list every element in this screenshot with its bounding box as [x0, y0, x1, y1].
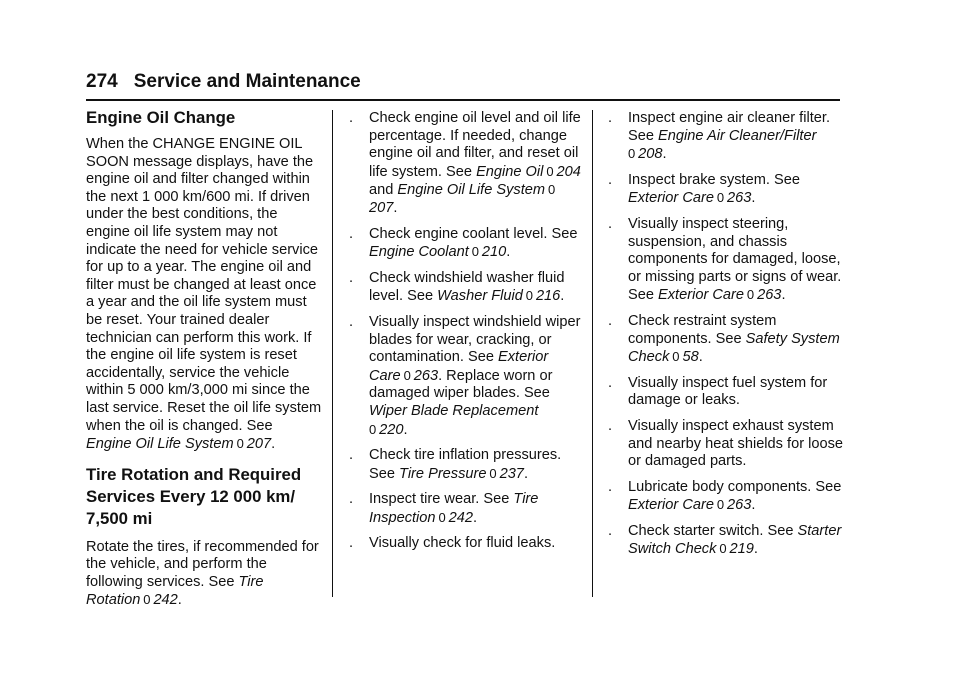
xref-link[interactable]: Tire Pressure	[399, 465, 487, 482]
column-2	[347, 110, 582, 561]
bullet: .	[608, 312, 613, 329]
page-ref[interactable]: 216	[535, 288, 561, 305]
bullet: .	[349, 447, 354, 464]
item-text: Check restraint system components. See	[628, 312, 777, 347]
list-item	[347, 535, 582, 553]
paragraph-text: When the CHANGE ENGINE OIL SOON message displays, have the engine oil and filter changed within the next 1 000 km/600 mi. If driven under the best conditions, the engine oil life system may not indicate the need for vehicle service for up to a year. The engine oil and filter must be changed at least once a year and the oil life system must be reset. Your trained dealer technician can perform this work. If the engine oil life system is reset accidentally, service the vehicle within 5 000 km/3,000 mi since the last service. Reset the oil life system when the oil is changed. See	[86, 136, 322, 434]
xref-link[interactable]: Engine Oil	[476, 163, 544, 180]
page-arrow-icon: 0	[672, 349, 680, 365]
xref-link[interactable]: Wiper Blade Replacement	[369, 402, 539, 419]
xref-link[interactable]: Exterior Care	[658, 287, 744, 304]
bullet: .	[349, 269, 354, 286]
page-ref[interactable]: 207	[369, 199, 394, 216]
page-arrow-icon: 0	[719, 541, 727, 557]
paragraph-oil-change: When the CHANGE ENGINE OIL SOON message displays, have the engine oil and filter changed within the next 1 000 km/600 mi. If driven under the best conditions, the engine oil life system may not indicate the need for vehicle service for up to a year. The engine oil and filter must be changed at least once a year and the oil life system must be reset. Your trained dealer technician can perform this work. If the engine oil life system is reset accidentally, service the vehicle within 5 000 km/3,000 mi since the last service. Reset the oil life system when the oil is changed. See Engine Oil Life System 0 207.	[86, 136, 322, 453]
page-arrow-icon: 0	[628, 146, 636, 162]
page-arrow-icon: 0	[143, 592, 151, 608]
item-text: Inspect tire wear. See	[369, 491, 514, 508]
section-title: Service and Maintenance	[133, 71, 361, 92]
xref-link[interactable]: Starter Switch Check	[628, 522, 842, 558]
xref-link[interactable]: Exterior Care	[628, 497, 714, 514]
bullet: .	[349, 535, 354, 552]
xref-link[interactable]: Safety System Check	[628, 330, 840, 366]
list-item: . Check engine coolant level. See Engine Coolant 0 210.	[349, 225, 578, 261]
page-ref[interactable]: 210	[481, 244, 507, 261]
heading-tire-rotation: Tire Rotation and Required Services Every 12 000 km/ 7,500 mi	[86, 464, 302, 528]
page-number: 274	[86, 71, 118, 92]
bullet: .	[608, 374, 613, 391]
list-item: . Inspect engine air cleaner filter. See Engine Air Cleaner/Filter 0 208.	[608, 110, 830, 163]
xref-link[interactable]: Engine Oil Life System	[397, 182, 546, 199]
xref-link[interactable]: Washer Fluid	[437, 288, 523, 305]
list-item: . Check starter switch. See Starter Switch Check 0 219.	[608, 522, 842, 558]
bullet: .	[608, 215, 613, 232]
page-arrow-icon: 0	[438, 509, 446, 525]
bullet: .	[608, 522, 613, 539]
xref-link[interactable]: Engine Coolant	[369, 244, 469, 261]
item-text: Visually inspect exhaust system and nearby heat shields for loose or damaged parts.	[628, 417, 843, 470]
list-item: . Check windshield washer fluid level. See Washer Fluid 0 216.	[349, 269, 565, 305]
item-text: Check engine oil level and oil life percentage. If needed, change engine oil and filter, and reset oil life system. See	[369, 110, 581, 180]
page-arrow-icon: 0	[547, 182, 556, 198]
page-arrow-icon: 0	[236, 436, 244, 452]
column-divider-2	[592, 110, 593, 597]
page-ref[interactable]: 242	[448, 509, 473, 526]
page-arrow-icon: 0	[746, 287, 755, 303]
column-divider-1	[332, 110, 333, 597]
bullet: .	[349, 491, 354, 508]
page-ref[interactable]: 263	[727, 497, 752, 514]
list-item: . Visually inspect steering, suspension, and chassis components for damaged, loose, or missing parts or signs of wear. See Exterior Care 0 263.	[608, 215, 842, 304]
page-ref[interactable]: 204	[556, 163, 581, 180]
item-text: Check starter switch. See	[628, 522, 798, 539]
item-text: Check tire inflation pressures. See	[369, 447, 562, 482]
page-ref[interactable]: 208	[638, 146, 663, 163]
xref-link[interactable]: Exterior Care	[369, 349, 549, 384]
heading-engine-oil-change: Engine Oil Change	[86, 108, 236, 127]
xref-link[interactable]: Tire Rotation	[86, 573, 264, 609]
item-text: Visually inspect fuel system for damage or leaks.	[628, 374, 828, 409]
page-arrow-icon: 0	[471, 244, 479, 260]
list-item: . Visually inspect windshield wiper blades for wear, cracking, or contamination. See Exterior Care 0 263. Replace worn or damaged wiper blades. See Wiper Blade Replacement 0 220.	[349, 313, 581, 438]
item-text: Check engine coolant level. See	[369, 225, 578, 242]
list-item	[606, 418, 846, 471]
item-text: Lubricate body components. See	[628, 478, 842, 495]
page-arrow-icon: 0	[546, 163, 554, 179]
xref-link[interactable]: Tire Inspection	[369, 491, 539, 526]
page-ref[interactable]: 242	[153, 592, 178, 609]
paragraph-text: Rotate the tires, if recommended for the vehicle, and perform the following services. See	[86, 538, 319, 590]
item-text: Inspect brake system. See	[628, 171, 800, 188]
bullet: .	[608, 110, 613, 126]
page-ref[interactable]: 220	[379, 421, 404, 438]
list-item: . Check engine oil level and oil life percentage. If needed, change engine oil and filter, and reset oil life system. See Engine Oil 0 204 and Engine Oil Life System 0 207.	[349, 110, 581, 216]
list-item: . Check tire inflation pressures. See Tire Pressure 0 237.	[349, 447, 562, 482]
item-text: Visually check for fluid leaks.	[369, 535, 556, 552]
page-header	[86, 70, 361, 94]
item-text: Check windshield washer fluid level. See	[369, 269, 565, 305]
list-item: . Inspect tire wear. See Tire Inspection 0 242.	[349, 491, 539, 526]
bullet: .	[608, 417, 613, 434]
column-1	[86, 108, 322, 610]
bullet: .	[608, 171, 613, 188]
bullet: .	[349, 110, 354, 126]
item-text: Visually inspect steering, suspension, and chassis components for damaged, loose, or missing parts or signs of wear. See	[628, 215, 842, 304]
item-text: Visually inspect windshield wiper blades for wear, cracking, or contamination. See	[369, 313, 581, 366]
list-item: . Inspect brake system. See Exterior Care 0 263.	[608, 171, 800, 207]
xref-link[interactable]: Engine Air Cleaner/Filter	[658, 127, 817, 144]
paragraph-tire-rotation: Rotate the tires, if recommended for the vehicle, and perform the following services. See Tire Rotation 0 242.	[86, 538, 319, 609]
list-item: . Check restraint system components. See Safety System Check 0 58.	[608, 312, 840, 366]
item-text: Inspect engine air cleaner filter. See	[628, 110, 830, 144]
header-rule	[86, 99, 840, 101]
item-text: . Replace worn or damaged wiper blades. See	[369, 367, 553, 402]
page-ref[interactable]: 207	[246, 436, 272, 453]
page-ref[interactable]: 263	[757, 287, 782, 304]
page-arrow-icon: 0	[403, 367, 411, 383]
bullet: .	[349, 313, 354, 330]
page-ref[interactable]: 58	[682, 349, 699, 366]
page-ref[interactable]: 263	[727, 190, 752, 207]
bullet: .	[349, 225, 354, 242]
column-3	[606, 110, 846, 567]
item-text: and	[369, 182, 398, 199]
page-arrow-icon: 0	[716, 190, 725, 206]
page-ref[interactable]: 237	[499, 465, 524, 482]
page-arrow-icon: 0	[369, 421, 377, 437]
page-arrow-icon: 0	[716, 497, 725, 513]
page-arrow-icon: 0	[489, 465, 497, 481]
page-arrow-icon: 0	[525, 288, 534, 304]
xref-link[interactable]: Exterior Care	[628, 190, 714, 207]
page-ref[interactable]: 263	[413, 367, 439, 384]
xref-link[interactable]: Engine Oil Life System	[86, 436, 234, 453]
bullet: .	[608, 478, 613, 495]
page-ref[interactable]: 219	[729, 541, 754, 558]
list-item	[606, 375, 846, 410]
list-item: . Lubricate body components. See Exterior Care 0 263.	[608, 478, 842, 514]
